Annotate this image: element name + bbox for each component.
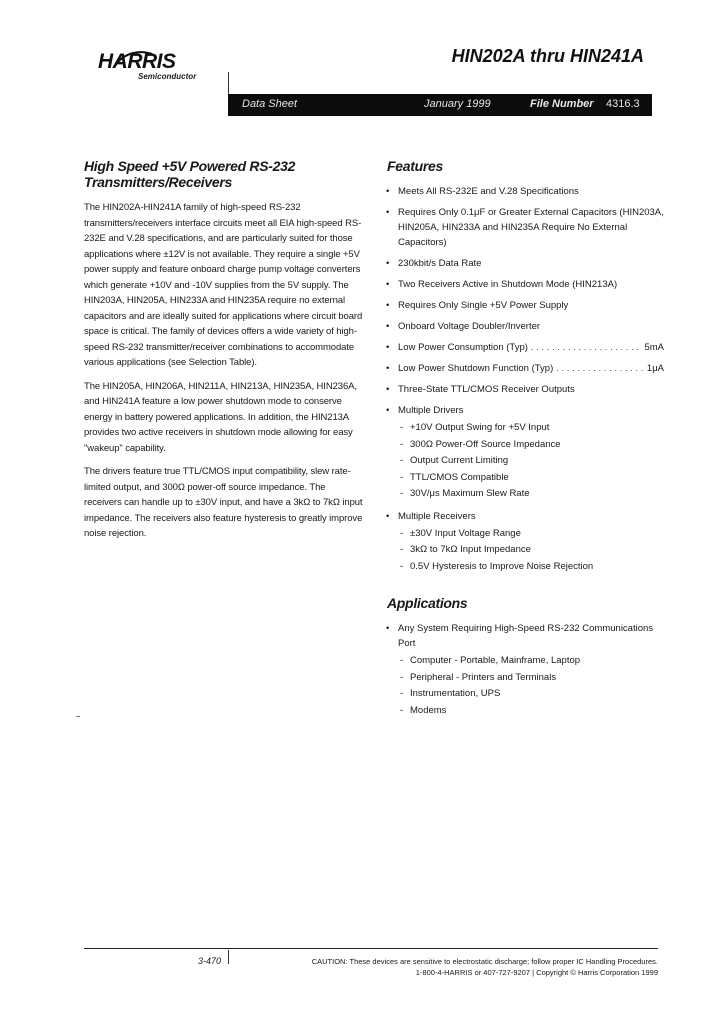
drivers-sublist <box>398 420 664 503</box>
applications-sublist <box>398 653 664 719</box>
banner-file-number-label: File Number <box>530 98 594 110</box>
copyright-text: Copyright © Harris Corporation 1999 <box>536 968 658 977</box>
footer-separator: | <box>532 968 535 977</box>
receivers-sublist <box>398 526 664 576</box>
feature-item: • Requires Only Single +5V Power Supply <box>384 298 664 313</box>
feature-item: • Meets All RS-232E and V.28 Specifications <box>384 184 664 199</box>
applications-heading: Applications <box>387 595 468 611</box>
part-number-title: HIN202A thru HIN241A <box>451 46 644 66</box>
applications-list <box>384 621 664 719</box>
application-subitem: - Instrumentation, UPS <box>398 686 664 703</box>
features-column <box>384 158 664 725</box>
margin-tick <box>76 716 80 717</box>
description-heading: High Speed +5V Powered RS-232 Transmitters/Receivers <box>84 158 296 190</box>
application-item <box>384 621 664 719</box>
feature-item-receivers <box>384 509 664 576</box>
applications-section <box>384 595 664 719</box>
leader-dots <box>556 361 644 376</box>
feature-item: • Three-State TTL/CMOS Receiver Outputs <box>384 382 664 397</box>
features-heading: Features <box>387 158 443 174</box>
feature-item: • Two Receivers Active in Shutdown Mode (HIN213A) <box>384 277 664 292</box>
feature-item-drivers <box>384 403 664 503</box>
receivers-label: Multiple Receivers <box>398 510 476 522</box>
header-divider <box>228 72 229 94</box>
harris-logo <box>98 50 228 90</box>
features-list <box>384 184 664 575</box>
driver-subitem: - 30V/μs Maximum Slew Rate <box>398 486 664 503</box>
driver-subitem: - Output Current Limiting <box>398 453 664 470</box>
description-column <box>84 158 364 550</box>
feature-item-power <box>384 340 664 355</box>
drivers-label: Multiple Drivers <box>398 405 464 416</box>
application-subitem: - Peripheral - Printers and Terminals <box>398 670 664 687</box>
page-number: 3-470 <box>198 956 222 966</box>
feature-label: • Low Power Shutdown Function (Typ) <box>398 363 554 374</box>
application-label: Any System Requiring High-Speed RS-232 Communications Port <box>398 623 654 649</box>
feature-item-shutdown <box>384 361 664 376</box>
description-paragraph: The HIN202A-HIN241A family of high-speed RS-232 transmitters/receivers interface circuits meet all EIA high-speed RS-232E and V.28 specifications, and are particularly suited for those applications where ±12V is not available. They require a single +5V power supply and feature onboard charge pump voltage converters which generate +10V and -10V supplies from the 5V supply. The HIN203A, HIN205A, HIN233A and HIN235A require no external capacitors and are ideally suited for applications where circuit board space is critical. The family of devices offers a wide variety of high-speed RS-232 transmitter/receiver combinations to accommodate various applications (see Selection Table). <box>84 202 363 368</box>
driver-subitem: - +10V Output Swing for +5V Input <box>398 420 664 437</box>
receiver-subitem: - ±30V Input Voltage Range <box>398 526 664 543</box>
feature-label: • Low Power Consumption (Typ) <box>398 342 528 353</box>
logo-subtitle: Semiconductor <box>138 72 197 81</box>
footer-divider <box>228 950 229 964</box>
footer-rule <box>84 948 658 949</box>
receiver-subitem: - 3kΩ to 7kΩ Input Impedance <box>398 542 664 559</box>
application-subitem: - Computer - Portable, Mainframe, Laptop <box>398 653 664 670</box>
receiver-subitem: - 0.5V Hysteresis to Improve Noise Rejection <box>398 559 664 576</box>
banner-doc-type: Data Sheet <box>242 98 298 110</box>
logo-wordmark: HARRIS <box>98 50 176 73</box>
description-paragraph: The HIN205A, HIN206A, HIN211A, HIN213A, HIN235A, HIN236A, and HIN241A feature a low power shutdown mode to conserve energy in battery powered applications. In addition, the HIN213A provides two active receivers in shutdown mode allowing for easy "wakeup" capability. <box>84 380 357 454</box>
contact-phone: 1-800-4-HARRIS or 407-727-9207 <box>415 968 531 977</box>
driver-subitem: - 300Ω Power-Off Source Impedance <box>398 437 664 454</box>
feature-item: • 230kbit/s Data Rate <box>384 256 664 271</box>
application-subitem: - Modems <box>398 703 664 720</box>
feature-item: • Onboard Voltage Doubler/Inverter <box>384 319 664 334</box>
document-banner <box>228 94 652 116</box>
driver-subitem: - TTL/CMOS Compatible <box>398 470 664 487</box>
esd-caution: CAUTION: These devices are sensitive to electrostatic discharge; follow proper IC Handling Procedures. <box>311 957 658 966</box>
footer-contact-row <box>416 968 658 977</box>
feature-item: • Requires Only 0.1μF or Greater External Capacitors (HIN203A, HIN205A, HIN233A and HIN235A Require No External Capacitors) <box>384 205 664 250</box>
banner-date: January 1999 <box>424 98 491 110</box>
description-paragraph: The drivers feature true TTL/CMOS input compatibility, slew rate-limited output, and 300Ω power-off source impedance. The receivers can handle up to ±30V input, and have a 3kΩ to 7kΩ input impedance. The receivers also feature hysteresis to greatly improve noise rejection. <box>84 466 363 539</box>
feature-value: 5mA <box>644 342 664 353</box>
feature-value: 1μA <box>646 363 664 374</box>
leader-dots <box>531 340 642 355</box>
banner-file-number: 4316.3 <box>606 98 640 110</box>
